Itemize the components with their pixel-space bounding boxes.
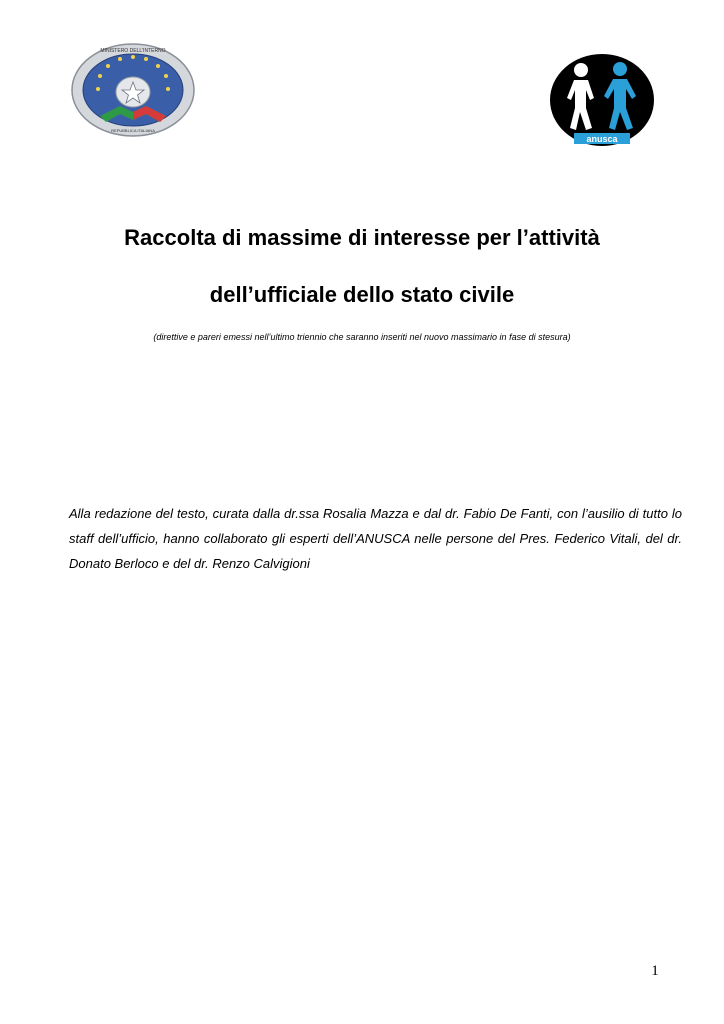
page-number: 1 <box>651 963 659 979</box>
ministero-interno-logo <box>70 42 196 138</box>
document-subtitle: (direttive e pareri emessi nell’ultimo triennio che saranno inseriti nel nuovo massimario in fase di stesura) <box>153 332 571 342</box>
anusca-logo-text: anusca <box>586 134 618 144</box>
anusca-figures-icon <box>548 52 656 148</box>
seal-text: MINISTERO DELL'INTERNO <box>100 48 166 54</box>
ministero-interno-seal-icon <box>70 42 196 138</box>
credits-paragraph: Alla redazione del testo, curata dalla dr.ssa Rosalia Mazza e dal dr. Fabio De Fanti, con l’ausilio di tutto lo staff dell’ufficio, hanno collaborato gli esperti dell’ANUSCA nelle persone del Pres. Federico Vitali, del dr. Donato Berloco e del dr. Renzo Calvigioni <box>69 506 682 571</box>
document-title-line-1: Raccolta di massime di interesse per l’attività <box>124 225 600 250</box>
document-title-line-2: dell’ufficiale dello stato civile <box>209 282 515 307</box>
anusca-logo <box>548 52 656 148</box>
seal-ribbon-text: REPUBBLICA ITALIANA <box>111 128 155 133</box>
